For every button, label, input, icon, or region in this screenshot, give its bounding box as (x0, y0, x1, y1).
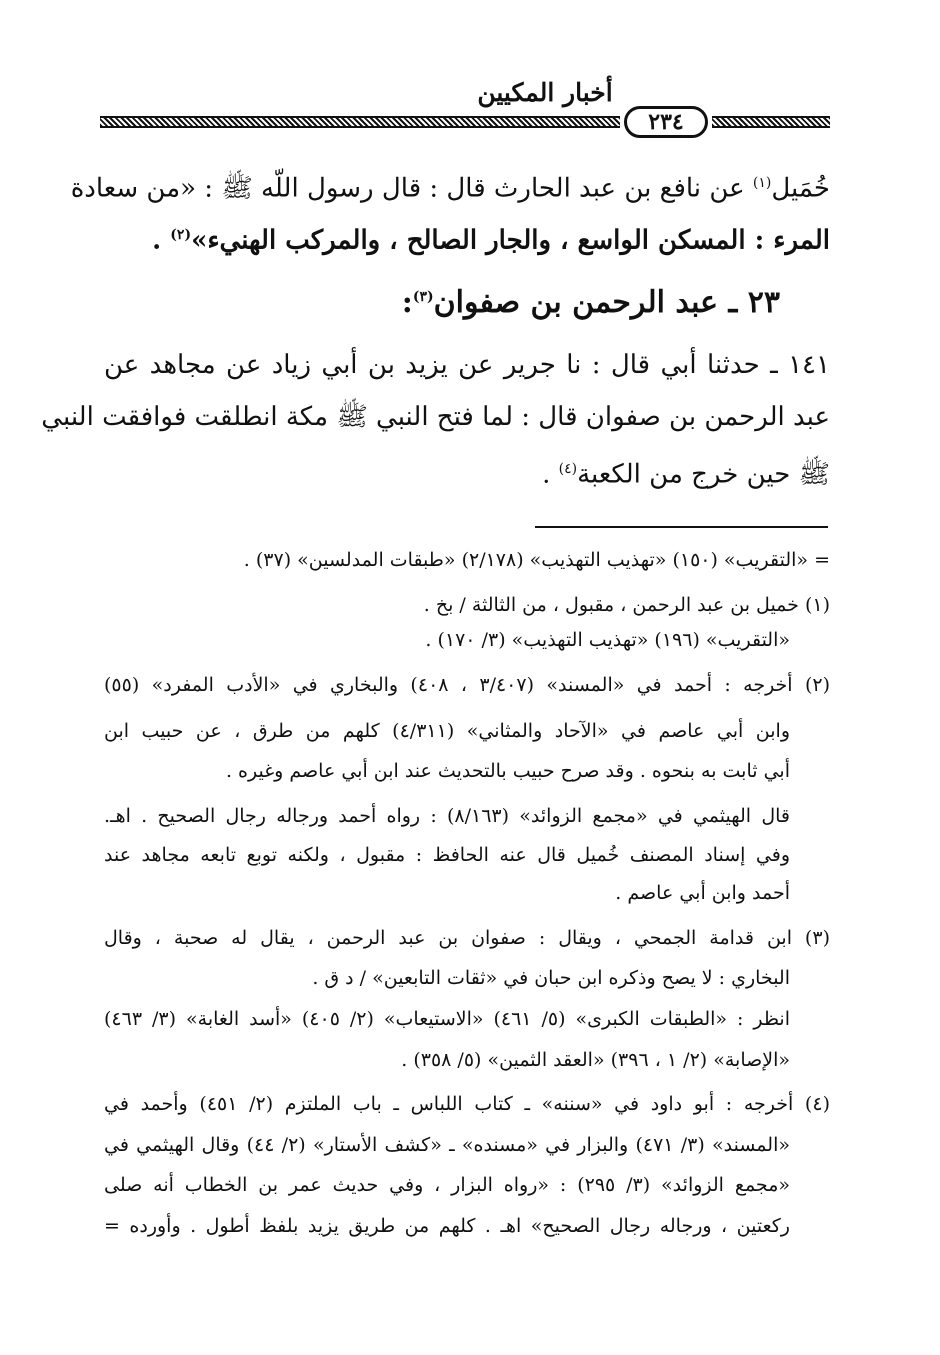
body-line-2 (152, 212, 830, 258)
footnote-line-17: ركعتين ، ورجاله رجال الصحيح» اهـ . كلهم من طريق يزيد بلفظ أطول . وأورده = (104, 1215, 790, 1237)
section-heading-colon: : (401, 285, 413, 320)
footnote-line-12: انظر : «الطبقات الكبرى» (٥/ ٤٦١) «الاستيعاب» (٢/ ٤٠٥) «أسد الغابة» (٣/ ٤٦٣) (104, 1008, 790, 1030)
footnote-ref-3: (٣) (412, 289, 434, 305)
header-rule-left (100, 116, 620, 128)
footnote-line-2: (١) خميل بن عبد الرحمن ، مقبول ، من الثالثة / بخ . (423, 594, 830, 616)
body-line-4: عبد الرحمن بن صفوان قال : لما فتح النبي ﷺ مكة انطلقت فوافقت النبي (41, 402, 830, 432)
footnote-ref-2: (٢) (170, 227, 192, 243)
footnote-line-13: «الإصابة» (٢/ ١ ، ٣٩٦) «العقد الثمين» (٥/ ٣٥٨) . (401, 1049, 790, 1071)
body-line-2-end: . (152, 225, 171, 256)
footnote-line-5: وابن أبي عاصم في «الآحاد والمثاني» (٤/٣١١) كلهم من طرق ، عن حبيب ابن (104, 720, 790, 742)
footnote-line-1: = «التقريب» (١٥٠) «تهذيب التهذيب» (٢/١٧٨) «طبقات المدلسين» (٣٧) . (243, 549, 830, 571)
body-line-1-text: عن نافع بن عبد الحارث قال : قال رسول اللّه ﷺ : «من سعادة (70, 173, 753, 204)
footnote-line-16: «مجمع الزوائد» (٣/ ٢٩٥) : «رواه البزار ، وفي حديث عمر بن الخطاب أنه صلى (104, 1174, 790, 1196)
body-line-3: ١٤١ ـ حدثنا أبي قال : نا جرير عن يزيد بن أبي زياد عن مجاهد عن (104, 350, 830, 380)
section-heading-text: ٢٣ ـ عبد الرحمن بن صفوان (433, 285, 780, 320)
running-title: أخبار المكيين (477, 78, 613, 107)
footnote-line-10: (٣) ابن قدامة الجمحي ، ويقال : صفوان بن عبد الرحمن ، يقال له صحبة ، وقال (104, 927, 830, 949)
body-line-5 (542, 446, 830, 492)
footnote-line-3: «التقريب» (١٩٦) «تهذيب التهذيب» (٣/ ١٧٠) . (425, 629, 790, 651)
body-line-5-end: . (542, 459, 559, 490)
footnote-separator (535, 526, 828, 528)
header-rule-right (712, 116, 830, 128)
footnote-line-15: «المسند» (٣/ ٤٧١) والبزار في «مسنده» ـ «كشف الأستار» (٢/ ٤٤) وقال الهيثمي في (104, 1134, 790, 1156)
page-number: ٢٣٤ (624, 106, 708, 138)
footnote-line-7: قال الهيثمي في «مجمع الزوائد» (٨/١٦٣) : رواه أحمد ورجاله رجال الصحيح . اهـ. (104, 805, 790, 827)
body-line-5-text: ﷺ حين خرج من الكعبة (577, 459, 830, 490)
footnote-line-14: (٤) أخرجه : أبو داود في «سننه» ـ كتاب اللباس ـ باب الملتزم (٢/ ٤٥١) وأحمد في (104, 1093, 830, 1115)
body-line-1 (70, 160, 830, 206)
footnote-line-11: البخاري : لا يصح وذكره ابن حبان في «ثقات التابعين» / د ق . (312, 967, 790, 989)
hadith-text: المرء : المسكن الواسع ، والجار الصالح ، والمركب الهنيء» (191, 225, 830, 256)
footnote-line-9: أحمد وابن أبي عاصم . (615, 882, 790, 904)
section-heading (402, 285, 780, 320)
footnote-ref-4: (٤) (558, 461, 578, 477)
footnote-line-8: وفي إسناد المصنف خُميل قال عنه الحافظ : مقبول ، ولكنه توبع تابعه مجاهد عند (104, 844, 790, 866)
footnote-line-6: أبي ثابت به بنحوه . وقد صرح حبيب بالتحديث عند ابن أبي عاصم وغيره . (225, 760, 790, 782)
name-khumayl: خُمَيل (771, 173, 830, 204)
footnote-line-4: (٢) أخرجه : أحمد في «المسند» (٣/٤٠٧ ، ٤٠٨) والبخاري في «الأدب المفرد» (٥٥) (104, 674, 831, 696)
footnote-ref-1: (١) (752, 175, 772, 191)
